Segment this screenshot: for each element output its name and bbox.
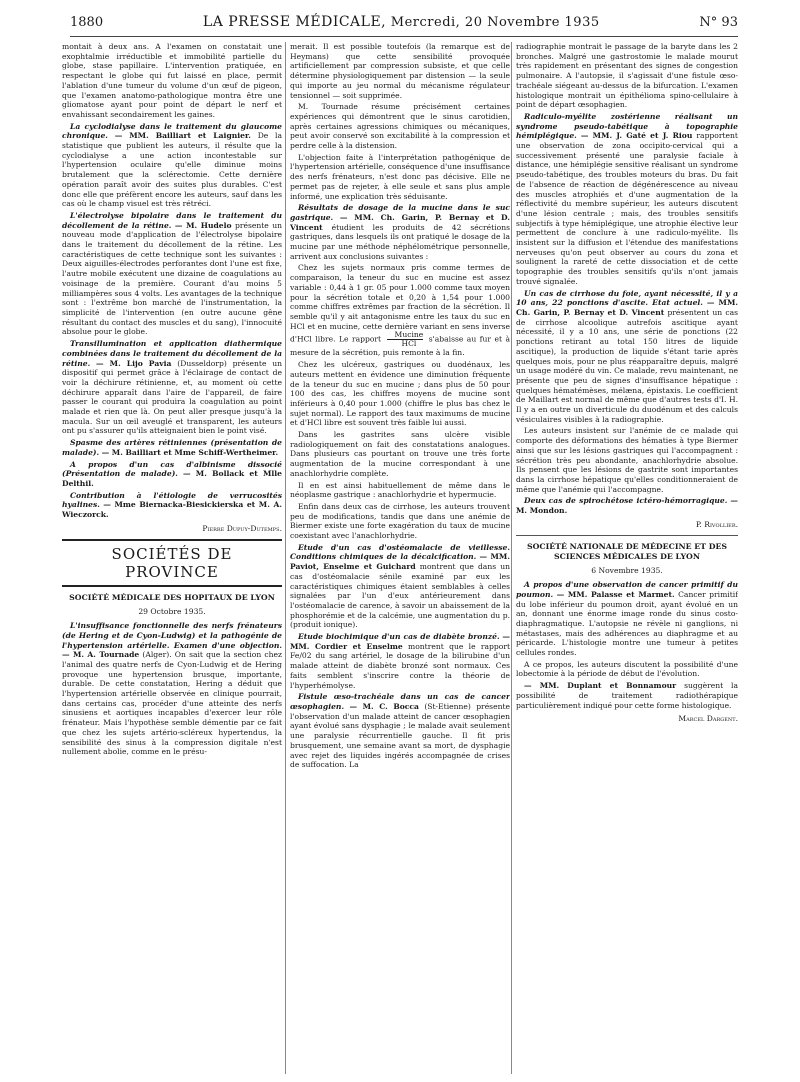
article-text: (St-Etienne) présente l'observation d'un malade atteint de cancer œsophagien ayant évolué sans dysphagie ; le malade avait seulement une paralysie récurrentielle gauche. Il fit pris brusquement, une semaine avant sa mort, de dysphagie avec rejet des liquides ingérés accompagnée de crises de suffocation. La [290,702,510,770]
paragraph: radiographie montrait le passage de la baryte dans les 2 bronches. Malgré une gastrostomie le malade mourut très rapidement en présentant des signes de congestion pulmonaire. A l'autopsie, il s'agissait d'une fistule œso-trachéale siégeant au-dessus de la bifurcation. L'examen histologique montrait un épithélioma spino-cellulaire à point de départ œsophagien. [516,42,738,110]
page-number: 1880 [70,15,104,30]
article-title: L'électrolyse bipolaire dans le traitement du décollement de la rétine. [62,210,282,230]
paragraph: M. Tournade résume précisément certaines expériences qui démontrent que le sinus carotidien, après certaines agressions chimiques ou mécaniques, peut avoir conservé son excitabilité à la compression et perdre celle à la distension. [290,102,510,151]
paragraph-text: Chez les sujets normaux pris comme termes de comparaison, la teneur du suc en mucine est assez variable : 0,44 à 1 gr. 05 pour 1.000 comme taux moyen pour la sécrétion totale et 0,20 à 1,54 pour 1.000 comme chiffres extrêmes par fraction de la sécrétion. Il semble qu'il y ait antagonisme entre les taux du suc en HCl et en mucine, cette dernière variant en sens inverse d'HCl libre. Le rapport [290,263,510,344]
article-authors: — M. A. Tournade [62,650,140,660]
article-authors: — MM. Palasse et Marmet. [556,589,675,599]
paragraph: Chez les ulcéreux, gastriques ou duodénaux, les auteurs mettent en évidence une diminution fréquente de la teneur du suc en mucine ; dans plus de 50 pour 100 des cas, les chiffres moyens de mucine sont inférieurs à 0,40 pour 1.000 (chiffre le plus bas chez le sujet normal). Le rapport des taux maximums de mucine et d'HCl libre est souvent très faible lui aussi. [290,360,510,428]
issue-number: N° 93 [699,15,738,30]
paragraph: montait à deux ans. A l'examen on constatait une exophtalmie irréductible et immobilité partielle du globe, stase papillaire. L'intervention pratiquée, en respectant le globe qui fut laissé en place, permit l'ablation d'une tumeur du volume d'un œuf de pigeon, que l'examen anatomo-pathologique montra être une gliomatose ayant pour point de départ le nerf et envahissant secondairement les gaines. [62,42,282,119]
session-date: 6 Novembre 1935. [591,566,663,576]
article-title: Fistule œso-trachéale dans un cas de cancer œsophagien. [290,692,510,711]
article-title: Un cas de cirrhose du foie, ayant nécessité, il y a 10 ans, 22 ponctions d'ascite. Etat actuel. [516,288,738,308]
article [62,122,282,209]
article-text: suggèrent la possibilité de traitement radiothérapique particulièrement indiqué pour cette forme histologique. [516,681,738,710]
society-name: SOCIÉTÉ MÉDICALE DES HOPITAUX DE LYON [69,593,275,603]
paragraph: Les auteurs insistent sur l'anémie de ce malade qui comporte des déformations des hématies à type Biermer ainsi que sur les lésions gastriques qui l'accompagnent : sécrétion très peu abondante, anachlorhydrie absolue. Ils pensent que les lésions de gastrite sont importantes dans la cirrhose hépatique qu'elles conditionneraient de même que l'anémie qui l'accompagne. [516,426,738,494]
article-authors: — M. Hudelo [174,220,232,230]
article-title: Etude biochimique d'un cas de diabète bronzé. [298,632,500,642]
article [290,543,510,630]
article-title: Résultats de dosage de la mucine dans le suc gastrique. [290,203,510,222]
article-title: Deux cas de spirochétose ictéro-hémorragique. [524,496,728,506]
journal-title: LA PRESSE MÉDICALE, [202,14,387,30]
paragraph: Enfin dans deux cas de cirrhose, les auteurs trouvent peu de modifications, tandis que dans une anémie de Biermer existe une forte exagération du taux de mucine coexistant avec l'anachlorhydrie. [290,501,510,541]
article [516,681,738,710]
article [516,289,738,425]
article-text: présente un nouveau mode d'application de l'électrolyse bipolaire dans le traitement du décollement de la rétine. Les caractéristiques de cette technique sont les suivantes : Deux aiguilles-électrodes perforantes dont l'une est fixe, l'autre mobile exécutent une dizaine de coagulations au voisinage de la première. Courant d'au moins 5 milliampères sous 4 volts. Les avantages de la technique sont : l'extrême bon marché de l'instrumentation, la simplicité de l'intervention (en outre aucune gêne résultant du contact des muscles et du sang), l'innocuité absolue pour le globe. [62,220,282,337]
article-text: (Dusseldorp) présente un dispositif qui permet grâce à l'éclairage de contact de voir la déchirure rétinienne, et, au moment où cette déchirure apparaît dans l'aire de l'appareil, de faire passer le courant qui produira la coagulation au point malade et rien que là. On peut aller presque jusqu'à la macula. Sur un œil aveuglé et transparent, les auteurs ont pu s'assurer qu'ils atteignaient bien le point visé. [62,358,282,436]
article-authors: — M. Bailliart et Mme Schiff-Wertheimer. [101,447,279,457]
article-title: Radiculo-myélite zostérienne réalisant un syndrome pseudo-tabétique à topographie hémiplégique. [516,111,738,141]
paragraph: Dans les gastrites sans ulcère visible radiologiquement on fait des constatations analogues. Dans plusieurs cas pourtant on trouve une très forte augmentation de la mucine correspondant à une anachlorhydrie complète. [290,430,510,478]
article-text: De la statistique que publient les auteurs, il résulte que la cyclodialyse a une action incontestable sur l'hypertension oculaire qu'elle diminue moins brutalement que la sclérectomie. Cette dernière opération paraît avoir des suites plus durables. C'est donc elle que préfèrent encore les auteurs, sauf dans les cas où le champ visuel est très rétréci. [62,131,282,209]
article-authors: — M. Bollack et Mlle Delthil. [62,469,282,488]
paragraph: Il en est ainsi habituellement de même dans le néoplasme gastrique : anachlorhydrie et hypermucie. [290,480,510,500]
ratio-fraction [387,331,424,348]
column-rule [285,42,286,1074]
divider [516,535,738,536]
article-text: montrent que le rapport Fe/02 du sang artériel, le dosage de la bilirubine d'un malade atteint de diabète bronzé sont normaux. Ces faits semblent s'inscrire contre la théorie de l'hyperhémolyse. [290,641,510,690]
article-authors: — M. Mondon. [516,496,738,516]
article-title: La cyclodialyse dans le traitement du glaucome chronique. [62,121,282,141]
article [62,491,282,520]
article [62,460,282,489]
article-authors: — M. C. Bocca [349,702,419,711]
issue-date: Mercredi, 20 Novembre 1935 [390,15,600,30]
article [62,211,282,337]
paragraph-text: s'abaisse au fur et à mesure de la sécrétion, puis remonte à la fin. [290,334,510,358]
article-authors: — MM. Cordier et Enselme [290,632,510,651]
article [516,496,738,515]
journal-header [203,14,600,30]
article [62,438,282,457]
article-authors: — M. Lijo Pavia [96,358,172,368]
paragraph: A ce propos, les auteurs discutent la possibilité d'une lobectomie à la période de début de l'évolution. [516,659,738,679]
section-heading: SOCIÉTÉS DE PROVINCE [62,539,282,587]
article-text: montrent que dans un cas d'ostéomalacie sénile examiné par eux les caractéristiques chimiques étaient semblables à celles signalées par l'un d'eux antérieurement dans l'ostéomalacie de carence, à savoir un abaissement de la phosphorémie et de la calcémie, une augmentation du p. (produit ionique). [290,562,510,630]
article-text: Cancer primitif du lobe inférieur du poumon droit, ayant évolué en un an, donnant une énorme image ronde du sinus costo-diaphragmatique. L'autopsie ne révèle ni ganglions, ni métastases, mais des adhérences au diaphragme et au péricarde. L'histologie montre une tumeur à petites cellules rondes. [516,589,738,658]
signature: Pierre Dupuy-Dutemps. [202,523,282,533]
article [290,632,510,690]
paragraph: L'objection faite à l'interprétation pathogénique de l'hypertension artérielle, conséquence d'une insuffisance des nerfs frénateurs, n'est donc pas décisive. Elle ne permet pas de rejeter, à elle seule et sans plus ample informé, une explication très séduisante. [290,152,510,201]
article-authors: — MM. Bailliart et Laignier. [114,131,251,141]
article-authors: — MM. Ch. Garin, P. Bernay et D. Vincent [290,212,510,232]
article [290,203,510,261]
article [516,112,738,287]
article [62,621,282,757]
article-title: A propos d'un cas d'albinisme dissocié (Présentation de malade). [62,459,282,479]
article-authors: — MM. Paviot, Enselme et Guichard [290,552,510,572]
article-title: L'insuffisance fonctionnelle des nerfs frénateurs (de Hering et de Cyon-Ludwig) et la pathogénie de l'hypertension artérielle. Examen d'une objection. [62,621,282,650]
article-text: (Alger). On sait que la section chez l'animal des quatre nerfs de Cyon-Ludwig et de Hering provoque une hypertension brusque, importante, durable. De cette constatation, Hering a déduit que l'hypertension artérielle observée en clinique pourrait, dans certains cas, procéder d'une atteinte des nerfs sinusiens et aortiques incapables d'exercer leur rôle frénateur. Mais l'hypothèse semble démentie par ce fait que chez les sujets artério-scléreux hypertendus, la sensibilité des sinus à la compression digitale n'est nullement abolie, comme en le présu- [62,650,282,757]
article [62,339,282,436]
article-authors: — MM. Duplant et Bonnamour [524,681,677,691]
article-authors: — MM. J. Gaté et J. Riou [580,131,693,141]
article-title: Contribution à l'étiologie de verrucosités hyalines. [62,490,282,510]
fraction-denominator: HCl [401,339,417,349]
column-3 [516,42,738,1074]
page-header [70,14,738,37]
article-text: présentent un cas de cirrhose alcoolique autrefois ascitique ayant nécessité, il y a 10 ans, une série de ponctions (22 ponctions retirant au total 150 litres de liquide ascitique), la production de liquide s'étant tarie après quelques mois, pour ne plus réapparaître depuis, malgré un usage modéré du vin. Ce malade, revu maintenant, ne présente que peu de signes d'insuffisance hépatique : quelques hématémèses, mélæna, épistaxis. Le coefficient de Maillart est normal de même que d'autres tests d'I. H. Il y a en outre un diverticule du duodénum et des calculs vésiculaires visibles à la radiographie. [516,307,738,424]
fraction-numerator: Mucine [387,331,424,340]
paragraph [290,263,510,358]
signature: P. Rivollier. [695,519,738,529]
column-2 [290,42,510,1074]
article-authors: — Mme Biernacka-Biesickierska et M. A. Wieczorck. [62,500,282,520]
article-text: étudient les produits de 42 sécrétions gastriques, dans lesquels ils ont pratiqué le dosage de la mucine par une méthode néphélométrique personnelle, arrivent aux conclusions suivantes : [290,222,510,261]
column-rule [511,42,512,1074]
column-1 [62,42,282,1074]
society-name: SOCIÉTÉ NATIONALE DE MÉDECINE ET DES SCIENCES MÉDICALES DE LYON [526,542,728,562]
article [516,580,738,658]
paragraph: merait. Il est possible toutefois (la remarque est de Heymans) que cette sensibilité provoquée artificiellement par compression subsiste, et que celle détermine physiologiquement par distension — la seule qui importe au jeu normal du mécanisme régulateur tensionnel — soit supprimée. [290,42,510,100]
signature: Marcel Dargent. [678,714,738,724]
article [290,692,510,770]
article-authors: — MM. Ch. Garin, P. Bernay et D. Vincent [516,298,738,317]
article-title: Spasme des artères rétiniennes (présentation de malade). [62,438,282,457]
article-title: Etude d'un cas d'ostéomalacie de vieillesse. Conditions chimiques de la décalcification. [290,542,510,562]
article-title: Transillumination et application diathermique combinées dans le traitement du décollement de la rétine. [62,339,282,368]
article-text: rapportent une observation de zona occipito-cervical qui a successivement présenté une paralysie faciale à distance, une hémiplégie sensitive réalisant un syndrome pseudo-tabétique, des troubles moteurs du bras. Du fait de l'absence de réaction de dégénérescence au niveau des muscles atrophiés et d'une augmentation de la réflectivité du membre supérieur, les auteurs discutent d'une lésion centrale ; mais, des troubles sensitifs subjectifs à type hémiplégique, une atrophie élective leur permettent de conclure à une radiculo-myélite. Ils insistent sur la diffusion et l'étendue des manifestations nerveuses qu'on peut observer au cours du zona et soulignent la rareté de cette dissociation et de cette topographie des troubles sensitifs qu'ils n'ont jamais trouvé signalée. [516,131,738,286]
session-date: 29 Octobre 1935. [138,607,206,617]
article-title: A propos d'une observation de cancer primitif du poumon. [516,580,738,599]
